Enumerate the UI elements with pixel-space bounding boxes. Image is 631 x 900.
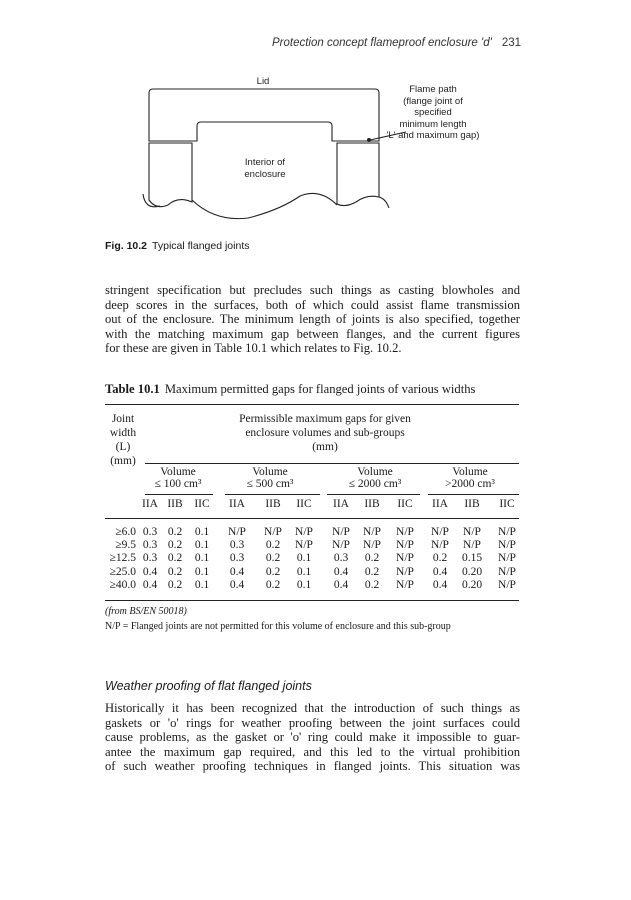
subgroup-header: IIA [229,498,245,510]
table-cell: 0.20 [461,565,483,578]
table-title-text: Maximum permitted gaps for flanged joints of various widths [164,382,476,396]
table-cell: 0.3 [142,526,158,538]
table-cell: N/P [396,565,414,578]
text-line: gaskets or 'o' rings for weather proofing between the joint surfaces could [105,715,520,730]
volume-group-rule [327,494,420,495]
volume-group-range: ≤ 2000 cm³ [348,478,402,490]
table-cell: 0.3 [333,552,349,565]
table-cell: 0.4 [142,565,158,578]
row-joint-width: ≥40.0 [109,578,136,591]
table-cell: 0.2 [364,552,380,565]
table-cell: N/P [363,539,381,552]
table-cell: 0.1 [296,565,312,578]
table-cell: N/P [363,526,381,538]
table-cell: 0.4 [229,578,245,591]
row-joint-width: ≥9.5 [115,539,136,552]
subgroup-header: IIC [397,498,413,510]
table-cell: 0.4 [432,578,448,591]
table-cell: N/P [396,526,414,538]
table-cell: 0.2 [167,565,183,578]
table-cell: N/P [498,526,516,538]
page-number: 231 [501,37,521,49]
table-cell: 0.2 [364,578,380,591]
table-title [105,382,475,397]
table-cell: 0.4 [432,565,448,578]
table-cell: N/P [498,578,516,591]
text-line: with the matching maximum gap between flanges, and the current figures [105,326,520,341]
subgroup-header: IIA [333,498,349,510]
body-paragraph-2 [105,701,520,774]
table-cell: 0.3 [142,539,158,552]
table-cell: N/P [463,526,481,538]
volume-group-label: Volume [357,466,393,478]
table-top-rule [105,404,519,405]
table-cell: 0.4 [333,565,349,578]
table-cell: N/P [295,539,313,552]
left-wall [149,143,192,207]
flame-path-label-line: Flame path [409,84,457,95]
table-footnote: N/P = Flanged joints are not permitted for this volume of enclosure and this sub-group [105,621,451,632]
table-cell: N/P [295,526,313,538]
subgroup-header: IIB [167,498,183,510]
subgroup-header: IIB [364,498,380,510]
table-cell: N/P [431,539,449,552]
table-cell: 0.3 [142,552,158,565]
volume-group-range: ≤ 100 cm³ [154,478,202,490]
table-cell: 0.4 [229,565,245,578]
right-wall [337,143,379,206]
row-joint-width: ≥12.5 [109,552,136,565]
table-cell: N/P [332,526,350,538]
table-cell: N/P [228,526,246,538]
text-line: Historically it has been recognized that the introduction of such things as [105,701,520,715]
text-line: cause problems, as the gasket or 'o' ring could make it impossible to guar- [105,730,520,745]
interior-label-line: Interior of [244,157,286,168]
volume-group-range: >2000 cm³ [445,478,495,490]
table-number: Table 10.1 [105,382,160,396]
span-header [200,412,450,454]
table-cell: 0.2 [167,539,183,552]
subgroup-header: IIB [265,498,281,510]
volume-group-range: ≤ 500 cm³ [246,478,294,490]
text-line: for these are given in Table 10.1 which relates to Fig. 10.2. [105,341,402,356]
row-joint-width: ≥6.0 [115,526,136,538]
table-cell: 0.3 [229,552,245,565]
subgroup-header: IIC [194,498,210,510]
table-cell: 0.2 [167,578,183,591]
subgroup-header: IIB [464,498,480,510]
enclosure-bottom [143,193,389,218]
text-line: deep scores in the surfaces, both of which could assist flame transmission [105,297,520,312]
table-cell: 0.1 [296,578,312,591]
table-cell: 0.4 [333,578,349,591]
table-cell: 0.4 [142,578,158,591]
section-heading: Weather proofing of flat flanged joints [105,679,312,693]
table-cell: 0.2 [265,552,281,565]
flanged-joint-diagram [0,0,631,260]
flame-path-label-line: minimum length [399,118,467,130]
running-title: Protection concept flameproof enclosure 'd' [271,37,492,49]
table-cell: N/P [396,578,414,591]
header-line: (L) [115,441,131,453]
table-cell: 0.1 [194,526,210,538]
volume-group-label: Volume [452,466,488,478]
header-line: (mm) [110,455,136,467]
text-line: antee the maximum gap required, and this led to the virtual prohibition [105,744,520,759]
volume-group-label: Volume [252,466,288,478]
table-cell: 0.3 [229,539,245,552]
table-cell: 0.2 [265,578,281,591]
header-line: Permissible maximum gaps for given [239,413,411,425]
header-line: Joint [111,413,135,425]
header-line: (mm) [312,441,338,453]
flame-path-label-line: specified [414,107,452,118]
subgroup-header: IIA [432,498,448,510]
flame-path-label-line: 'L' and maximum gap) [386,130,480,141]
flame-path-label [378,84,488,142]
table-cell: 0.20 [461,578,483,591]
flame-path-label-line: (flange joint of [403,95,463,107]
subgroup-header: IIC [296,498,312,510]
table-cell: N/P [498,552,516,565]
volume-group-rule [145,494,213,495]
interior-label-line: enclosure [244,168,286,180]
figure-caption [105,240,250,252]
table-cell: 0.2 [167,526,183,538]
lid-label: Lid [256,76,270,87]
joint-width-header [100,412,146,468]
table-cell: 0.15 [461,552,483,565]
text-line: out of the enclosure. The minimum length of joints is also specified, together [105,312,520,327]
table-cell: 0.1 [194,539,210,552]
text-line: stringent specification but precludes such things as casting blowholes and [105,283,520,297]
table-cell: N/P [498,539,516,552]
text-line: of such weather proofing techniques in flanged joints. This situation was [105,759,520,774]
subgroup-header: IIC [499,498,515,510]
table-cell: 0.2 [432,552,448,565]
span-header-rule [145,463,519,464]
interior-label [225,157,305,180]
table-cell: 0.2 [265,539,281,552]
figure-caption-text: Typical flanged joints [152,240,250,252]
table-cell: 0.2 [265,565,281,578]
arrow-head-icon [367,138,371,142]
table-cell: 0.2 [167,552,183,565]
table-cell: N/P [396,539,414,552]
table-cell: 0.1 [194,565,210,578]
header-bottom-rule [105,518,519,519]
volume-group-label: Volume [160,466,196,478]
table-cell: N/P [498,565,516,578]
table-cell: N/P [264,526,282,538]
subgroup-header: IIA [142,498,158,510]
header-line: width [109,427,137,439]
table-cell: N/P [431,526,449,538]
row-joint-width: ≥25.0 [109,565,136,578]
table-source: (from BS/EN 50018) [105,606,187,617]
table-cell: 0.1 [296,552,312,565]
table-cell: 0.1 [194,578,210,591]
volume-group-rule [428,494,519,495]
table-cell: 0.2 [364,565,380,578]
table-cell: 0.1 [194,552,210,565]
body-paragraph-1 [105,283,520,356]
table-bottom-rule [105,600,519,601]
lid-shape [149,89,379,141]
table-cell: N/P [332,539,350,552]
header-line: enclosure volumes and sub-groups [245,427,405,439]
table-cell: N/P [463,539,481,552]
figure-number: Fig. 10.2 [105,240,148,252]
table-cell: N/P [396,552,414,565]
volume-group-rule [225,494,320,495]
